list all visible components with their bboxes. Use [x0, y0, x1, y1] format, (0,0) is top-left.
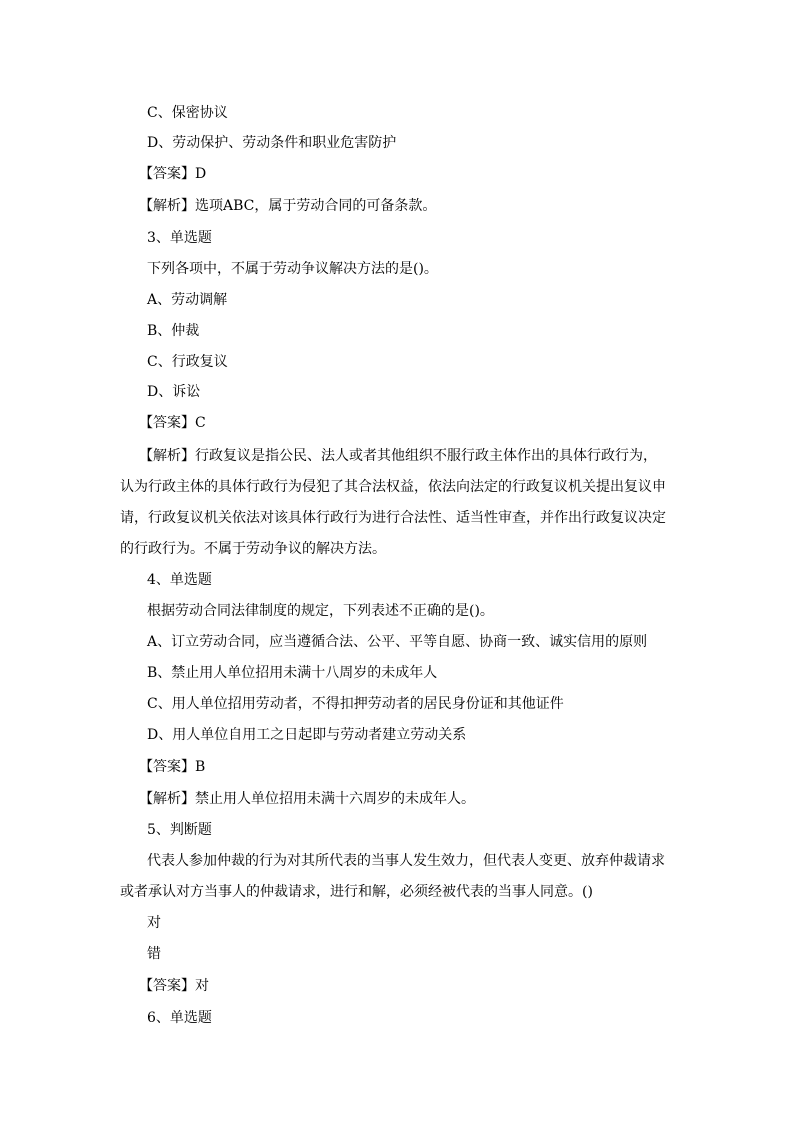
- question-stem: 根据劳动合同法律制度的规定，下列表述不正确的是()。: [147, 603, 494, 619]
- option-c: C、用人单位招用劳动者，不得扣押劳动者的居民身份证和其他证件: [147, 696, 564, 712]
- option-true: 对: [147, 915, 161, 931]
- question-heading: 4、单选题: [147, 572, 212, 588]
- answer: 【答案】对: [139, 978, 209, 994]
- option-false: 错: [147, 946, 161, 962]
- question-heading: 5、判断题: [147, 822, 212, 838]
- option-b: B、仲裁: [147, 323, 200, 339]
- option-b: B、禁止用人单位招用未满十八周岁的未成年人: [147, 665, 438, 681]
- option-d: D、用人单位自用工之日起即与劳动者建立劳动关系: [147, 727, 467, 743]
- question-stem: 代表人参加仲裁的行为对其所代表的当事人发生效力，但代表人变更、放弃仲裁请求: [147, 853, 665, 869]
- question-stem-cont: 或者承认对方当事人的仲裁请求，进行和解，必须经被代表的当事人同意。(): [120, 884, 593, 900]
- question-heading: 3、单选题: [147, 230, 212, 246]
- explanation: 【解析】行政复议是指公民、法人或者其他组织不服行政主体作出的具体行政行为，: [139, 448, 657, 464]
- explanation-cont: 认为行政主体的具体行政行为侵犯了其合法权益，依法向法定的行政复议机关提出复议申: [120, 479, 666, 495]
- option-d: D、劳动保护、劳动条件和职业危害防护: [147, 135, 397, 151]
- answer: 【答案】D: [139, 166, 207, 182]
- question-stem: 下列各项中，不属于劳动争议解决方法的是()。: [147, 261, 438, 277]
- explanation-cont: 请，行政复议机关依法对该具体行政行为进行合法性、适当性审查，并作出行政复议决定: [120, 510, 666, 526]
- option-a: A、劳动调解: [147, 292, 228, 308]
- answer: 【答案】B: [139, 759, 206, 775]
- option-c: C、保密协议: [147, 105, 228, 121]
- question-heading: 6、单选题: [147, 1010, 212, 1026]
- answer: 【答案】C: [139, 415, 206, 431]
- explanation: 【解析】选项ABC，属于劳动合同的可备条款。: [139, 198, 437, 214]
- option-d: D、诉讼: [147, 384, 201, 400]
- explanation: 【解析】禁止用人单位招用未满十六周岁的未成年人。: [139, 791, 475, 807]
- option-c: C、行政复议: [147, 354, 228, 370]
- explanation-cont: 的行政行为。不属于劳动争议的解决方法。: [120, 541, 386, 557]
- option-a: A、订立劳动合同，应当遵循合法、公平、平等自愿、协商一致、诚实信用的原则: [147, 634, 648, 650]
